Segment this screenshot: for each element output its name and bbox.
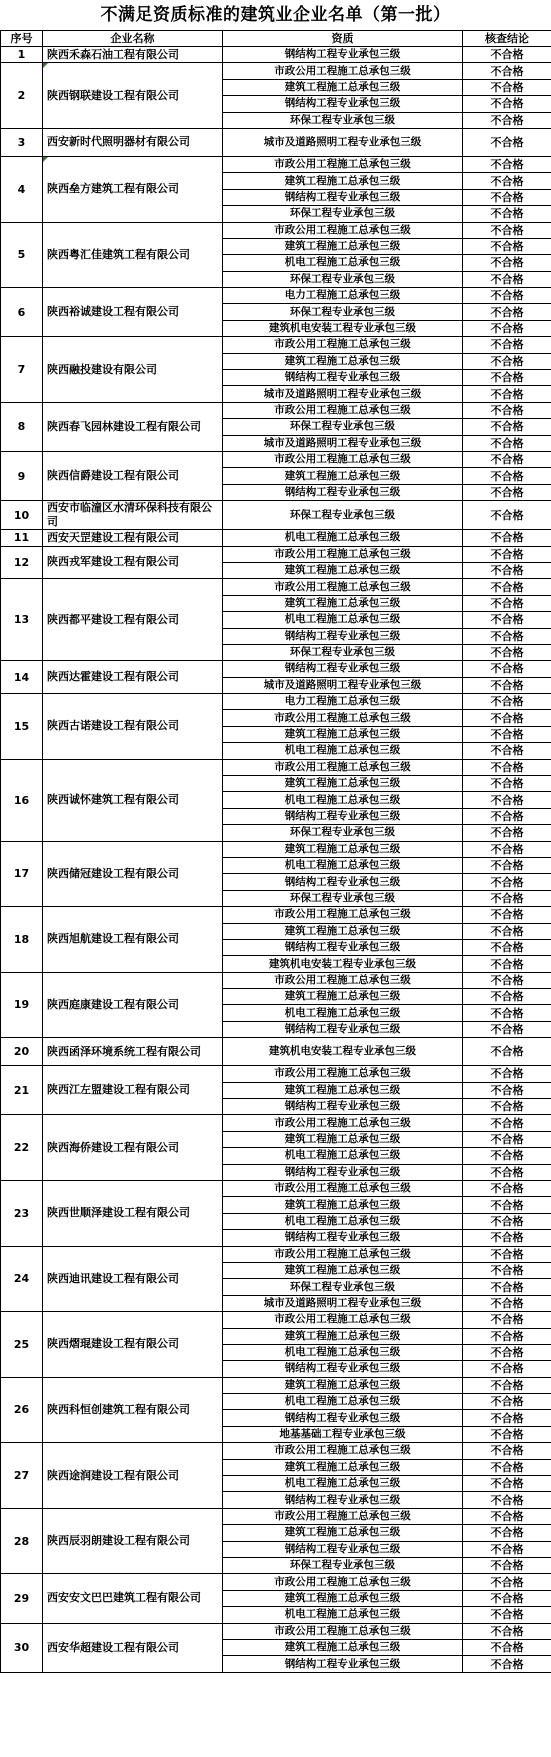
header-no: 序号 [1, 31, 43, 47]
cell-qualification: 市政公用工程施工总承包三级 [223, 1443, 463, 1459]
cell-qualification: 市政公用工程施工总承包三级 [223, 1574, 463, 1590]
cell-qualification: 钢结构工程专业承包三级 [223, 1021, 463, 1037]
cell-qualification: 建筑工程施工总承包三级 [223, 776, 463, 792]
table-body [1, 47, 551, 1673]
table-row [1, 907, 551, 923]
cell-serial-number: 15 [1, 694, 43, 760]
table-row [1, 451, 551, 467]
cell-result: 不合格 [463, 825, 551, 841]
cell-qualification: 市政公用工程施工总承包三级 [223, 907, 463, 923]
cell-result: 不合格 [463, 353, 551, 369]
cell-serial-number: 11 [1, 530, 43, 546]
cell-result: 不合格 [463, 874, 551, 890]
cell-result: 不合格 [463, 402, 551, 418]
cell-qualification: 建筑机电安装工程专业承包三级 [223, 956, 463, 972]
cell-qualification: 环保工程专业承包三级 [223, 112, 463, 128]
cell-result: 不合格 [463, 1656, 551, 1672]
table-row [1, 156, 551, 172]
cell-qualification: 机电工程施工总承包三级 [223, 1476, 463, 1492]
cell-company-name: 陕西诚怀建筑工程有限公司 [43, 759, 223, 841]
cell-result: 不合格 [463, 1525, 551, 1541]
cell-qualification: 建筑工程施工总承包三级 [223, 1131, 463, 1147]
cell-qualification: 市政公用工程施工总承包三级 [223, 156, 463, 172]
cell-result: 不合格 [463, 1197, 551, 1213]
cell-qualification: 建筑工程施工总承包三级 [223, 1590, 463, 1606]
cell-serial-number: 29 [1, 1574, 43, 1623]
cell-serial-number: 20 [1, 1038, 43, 1066]
cell-company-name: 西安安文巴巴建筑工程有限公司 [43, 1574, 223, 1623]
cell-result: 不合格 [463, 419, 551, 435]
cell-result: 不合格 [463, 1607, 551, 1623]
cell-qualification: 钢结构工程专业承包三级 [223, 939, 463, 955]
cell-serial-number: 3 [1, 128, 43, 156]
cell-qualification: 钢结构工程专业承包三级 [223, 189, 463, 205]
table-row [1, 841, 551, 857]
cell-qualification: 市政公用工程施工总承包三级 [223, 451, 463, 467]
cell-qualification: 市政公用工程施工总承包三级 [223, 1312, 463, 1328]
cell-qualification: 钢结构工程专业承包三级 [223, 661, 463, 677]
cell-result: 不合格 [463, 484, 551, 500]
cell-qualification: 市政公用工程施工总承包三级 [223, 546, 463, 562]
table-row [1, 63, 551, 79]
page-title: 不满足资质标准的建筑业企业名单（第一批） [100, 5, 451, 25]
cell-qualification: 环保工程专业承包三级 [223, 271, 463, 287]
cell-result: 不合格 [463, 1131, 551, 1147]
cell-qualification: 钢结构工程专业承包三级 [223, 484, 463, 500]
cell-serial-number: 19 [1, 972, 43, 1038]
table-row [1, 1574, 551, 1590]
cell-serial-number: 24 [1, 1246, 43, 1312]
cell-serial-number: 21 [1, 1066, 43, 1115]
cell-qualification: 机电工程施工总承包三级 [223, 1394, 463, 1410]
table-row [1, 579, 551, 595]
cell-result: 不合格 [463, 1213, 551, 1229]
cell-qualification: 机电工程施工总承包三级 [223, 1148, 463, 1164]
cell-company-name: 陕西春飞园林建设工程有限公司 [43, 402, 223, 451]
cell-qualification: 机电工程施工总承包三级 [223, 857, 463, 873]
table-row [1, 1623, 551, 1639]
cell-result: 不合格 [463, 759, 551, 775]
cell-result: 不合格 [463, 1099, 551, 1115]
cell-company-name: 陕西达霍建设工程有限公司 [43, 661, 223, 694]
cell-result: 不合格 [463, 1312, 551, 1328]
cell-result: 不合格 [463, 96, 551, 112]
cell-result: 不合格 [463, 1295, 551, 1311]
header-name: 企业名称 [43, 31, 223, 47]
cell-result: 不合格 [463, 1459, 551, 1475]
cell-qualification: 市政公用工程施工总承包三级 [223, 1066, 463, 1082]
cell-qualification: 建筑机电安装工程专业承包三级 [223, 320, 463, 336]
cell-qualification: 建筑工程施工总承包三级 [223, 1525, 463, 1541]
header-qual: 资质 [223, 31, 463, 47]
cell-qualification: 钢结构工程专业承包三级 [223, 874, 463, 890]
cell-qualification: 建筑工程施工总承包三级 [223, 1459, 463, 1475]
cell-result: 不合格 [463, 206, 551, 222]
cell-qualification: 建筑工程施工总承包三级 [223, 353, 463, 369]
cell-serial-number: 16 [1, 759, 43, 841]
cell-qualification: 建筑工程施工总承包三级 [223, 562, 463, 578]
cell-company-name: 陕西科恒创建筑工程有限公司 [43, 1377, 223, 1443]
cell-qualification: 建筑工程施工总承包三级 [223, 989, 463, 1005]
cell-result: 不合格 [463, 1639, 551, 1655]
cell-qualification: 市政公用工程施工总承包三级 [223, 759, 463, 775]
cell-qualification: 建筑工程施工总承包三级 [223, 923, 463, 939]
table-row [1, 1312, 551, 1328]
table-row [1, 759, 551, 775]
cell-result: 不合格 [463, 530, 551, 546]
cell-result: 不合格 [463, 1181, 551, 1197]
cell-result: 不合格 [463, 1590, 551, 1606]
cell-qualification: 机电工程施工总承包三级 [223, 1005, 463, 1021]
cell-company-name: 陕西信爵建设工程有限公司 [43, 451, 223, 500]
cell-result: 不合格 [463, 501, 551, 530]
cell-qualification: 钢结构工程专业承包三级 [223, 1164, 463, 1180]
cell-result: 不合格 [463, 1115, 551, 1131]
cell-result: 不合格 [463, 1038, 551, 1066]
cell-qualification: 市政公用工程施工总承包三级 [223, 579, 463, 595]
cell-qualification: 市政公用工程施工总承包三级 [223, 337, 463, 353]
cell-qualification: 建筑工程施工总承包三级 [223, 1262, 463, 1278]
cell-result: 不合格 [463, 468, 551, 484]
cell-result: 不合格 [463, 1082, 551, 1098]
cell-company-name: 陕西庭康建设工程有限公司 [43, 972, 223, 1038]
cell-result: 不合格 [463, 1394, 551, 1410]
cell-qualification: 地基基础工程专业承包三级 [223, 1426, 463, 1442]
cell-company-name: 陕西粤汇佳建筑工程有限公司 [43, 222, 223, 288]
cell-result: 不合格 [463, 1005, 551, 1021]
cell-serial-number: 9 [1, 451, 43, 500]
cell-result: 不合格 [463, 710, 551, 726]
cell-qualification: 钢结构工程专业承包三级 [223, 1361, 463, 1377]
cell-result: 不合格 [463, 1508, 551, 1524]
cell-result: 不合格 [463, 337, 551, 353]
cell-result: 不合格 [463, 808, 551, 824]
cell-company-name: 陕西禾森石油工程有限公司 [43, 47, 223, 63]
cell-qualification: 环保工程专业承包三级 [223, 644, 463, 660]
table-row [1, 1246, 551, 1262]
cell-qualification: 环保工程专业承包三级 [223, 890, 463, 906]
cell-qualification: 环保工程专业承包三级 [223, 825, 463, 841]
cell-serial-number: 28 [1, 1508, 43, 1574]
cell-qualification: 建筑工程施工总承包三级 [223, 1377, 463, 1393]
cell-qualification: 环保工程专业承包三级 [223, 1279, 463, 1295]
cell-qualification: 建筑工程施工总承包三级 [223, 726, 463, 742]
cell-company-name: 西安天罡建设工程有限公司 [43, 530, 223, 546]
cell-result: 不合格 [463, 1557, 551, 1573]
cell-serial-number: 18 [1, 907, 43, 973]
cell-qualification: 市政公用工程施工总承包三级 [223, 222, 463, 238]
cell-result: 不合格 [463, 1246, 551, 1262]
cell-company-name: 陕西裕诚建设工程有限公司 [43, 288, 223, 337]
cell-company-name: 陕西古诺建设工程有限公司 [43, 694, 223, 760]
cell-serial-number: 12 [1, 546, 43, 579]
cell-result: 不合格 [463, 857, 551, 873]
cell-result: 不合格 [463, 1164, 551, 1180]
cell-qualification: 机电工程施工总承包三级 [223, 1344, 463, 1360]
cell-result: 不合格 [463, 972, 551, 988]
cell-qualification: 环保工程专业承包三级 [223, 1557, 463, 1573]
cell-company-name: 西安华超建设工程有限公司 [43, 1623, 223, 1672]
cell-qualification: 电力工程施工总承包三级 [223, 694, 463, 710]
cell-result: 不合格 [463, 1443, 551, 1459]
cell-result: 不合格 [463, 47, 551, 63]
cell-result: 不合格 [463, 907, 551, 923]
cell-result: 不合格 [463, 386, 551, 402]
table-row [1, 1115, 551, 1131]
cell-result: 不合格 [463, 1492, 551, 1508]
cell-result: 不合格 [463, 939, 551, 955]
cell-result: 不合格 [463, 956, 551, 972]
cell-company-name: 陕西融投建设有限公司 [43, 337, 223, 403]
table-row [1, 661, 551, 677]
cell-qualification: 环保工程专业承包三级 [223, 501, 463, 530]
cell-qualification: 钢结构工程专业承包三级 [223, 1656, 463, 1672]
cell-serial-number: 10 [1, 501, 43, 530]
cell-result: 不合格 [463, 1148, 551, 1164]
cell-company-name: 陕西江左盟建设工程有限公司 [43, 1066, 223, 1115]
cell-serial-number: 4 [1, 156, 43, 222]
cell-qualification: 机电工程施工总承包三级 [223, 792, 463, 808]
header-row [1, 31, 551, 47]
cell-result: 不合格 [463, 63, 551, 79]
cell-qualification: 钢结构工程专业承包三级 [223, 96, 463, 112]
cell-result: 不合格 [463, 189, 551, 205]
cell-serial-number: 23 [1, 1181, 43, 1247]
cell-qualification: 钢结构工程专业承包三级 [223, 1230, 463, 1246]
cell-result: 不合格 [463, 841, 551, 857]
cell-qualification: 钢结构工程专业承包三级 [223, 628, 463, 644]
cell-qualification: 电力工程施工总承包三级 [223, 288, 463, 304]
cell-qualification: 市政公用工程施工总承包三级 [223, 972, 463, 988]
cell-company-name: 陕西旭航建设工程有限公司 [43, 907, 223, 973]
cell-company-name: 陕西迪讯建设工程有限公司 [43, 1246, 223, 1312]
cell-result: 不合格 [463, 776, 551, 792]
cell-qualification: 机电工程施工总承包三级 [223, 255, 463, 271]
cell-result: 不合格 [463, 1328, 551, 1344]
cell-qualification: 环保工程专业承包三级 [223, 419, 463, 435]
cell-qualification: 钢结构工程专业承包三级 [223, 1099, 463, 1115]
cell-result: 不合格 [463, 923, 551, 939]
cell-result: 不合格 [463, 1476, 551, 1492]
cell-serial-number: 22 [1, 1115, 43, 1181]
table-row [1, 972, 551, 988]
cell-qualification: 机电工程施工总承包三级 [223, 1213, 463, 1229]
cell-qualification: 机电工程施工总承包三级 [223, 743, 463, 759]
cell-result: 不合格 [463, 1541, 551, 1557]
cell-company-name: 陕西途润建设工程有限公司 [43, 1443, 223, 1509]
cell-qualification: 建筑工程施工总承包三级 [223, 595, 463, 611]
cell-result: 不合格 [463, 238, 551, 254]
table-row [1, 128, 551, 156]
cell-result: 不合格 [463, 579, 551, 595]
cell-result: 不合格 [463, 451, 551, 467]
table-row [1, 288, 551, 304]
cell-result: 不合格 [463, 989, 551, 1005]
cell-serial-number: 13 [1, 579, 43, 661]
cell-company-name: 陕西熠琨建设工程有限公司 [43, 1312, 223, 1378]
table-row [1, 1377, 551, 1393]
cell-result: 不合格 [463, 726, 551, 742]
cell-qualification: 建筑工程施工总承包三级 [223, 1082, 463, 1098]
cell-qualification: 建筑工程施工总承包三级 [223, 1639, 463, 1655]
cell-qualification: 机电工程施工总承包三级 [223, 530, 463, 546]
cell-result: 不合格 [463, 677, 551, 693]
cell-qualification: 市政公用工程施工总承包三级 [223, 1181, 463, 1197]
cell-result: 不合格 [463, 1410, 551, 1426]
cell-qualification: 环保工程专业承包三级 [223, 206, 463, 222]
cell-qualification: 市政公用工程施工总承包三级 [223, 1115, 463, 1131]
cell-result: 不合格 [463, 1344, 551, 1360]
table-row [1, 694, 551, 710]
cell-qualification: 建筑工程施工总承包三级 [223, 1197, 463, 1213]
cell-result: 不合格 [463, 890, 551, 906]
cell-result: 不合格 [463, 694, 551, 710]
table-row [1, 530, 551, 546]
table-row [1, 47, 551, 63]
cell-qualification: 市政公用工程施工总承包三级 [223, 402, 463, 418]
cell-serial-number: 17 [1, 841, 43, 907]
cell-company-name: 陕西储冠建设工程有限公司 [43, 841, 223, 907]
cell-qualification: 建筑工程施工总承包三级 [223, 238, 463, 254]
cell-result: 不合格 [463, 370, 551, 386]
cell-qualification: 钢结构工程专业承包三级 [223, 1541, 463, 1557]
cell-result: 不合格 [463, 320, 551, 336]
cell-result: 不合格 [463, 79, 551, 95]
table-row [1, 337, 551, 353]
cell-result: 不合格 [463, 1230, 551, 1246]
cell-result: 不合格 [463, 1021, 551, 1037]
cell-company-name: 陕西辰羽朗建设工程有限公司 [43, 1508, 223, 1574]
cell-company-name: 陕西函泽环境系统工程有限公司 [43, 1038, 223, 1066]
cell-result: 不合格 [463, 644, 551, 660]
cell-qualification: 建筑工程施工总承包三级 [223, 841, 463, 857]
cell-result: 不合格 [463, 288, 551, 304]
cell-qualification: 钢结构工程专业承包三级 [223, 47, 463, 63]
table-row [1, 546, 551, 562]
table-row [1, 402, 551, 418]
cell-result: 不合格 [463, 1262, 551, 1278]
cell-qualification: 市政公用工程施工总承包三级 [223, 1246, 463, 1262]
cell-company-name: 西安新时代照明器材有限公司 [43, 128, 223, 156]
cell-qualification: 钢结构工程专业承包三级 [223, 370, 463, 386]
cell-result: 不合格 [463, 1361, 551, 1377]
header-result: 核查结论 [463, 31, 551, 47]
cell-qualification: 城市及道路照明工程专业承包三级 [223, 677, 463, 693]
cell-company-name: 陕西垒方建筑工程有限公司 [43, 156, 223, 222]
cell-result: 不合格 [463, 628, 551, 644]
cell-company-name: 陕西世顺泽建设工程有限公司 [43, 1181, 223, 1247]
cell-result: 不合格 [463, 1426, 551, 1442]
cell-qualification: 建筑机电安装工程专业承包三级 [223, 1038, 463, 1066]
cell-result: 不合格 [463, 546, 551, 562]
cell-qualification: 建筑工程施工总承包三级 [223, 173, 463, 189]
cell-company-name: 陕西戎军建设工程有限公司 [43, 546, 223, 579]
cell-result: 不合格 [463, 1623, 551, 1639]
company-table [0, 30, 551, 1673]
cell-qualification: 市政公用工程施工总承包三级 [223, 1508, 463, 1524]
cell-qualification: 机电工程施工总承包三级 [223, 612, 463, 628]
cell-qualification: 建筑工程施工总承包三级 [223, 79, 463, 95]
cell-result: 不合格 [463, 435, 551, 451]
cell-qualification: 建筑工程施工总承包三级 [223, 468, 463, 484]
cell-company-name: 西安市临潼区水清环保科技有限公司 [43, 501, 223, 530]
cell-result: 不合格 [463, 173, 551, 189]
cell-company-name: 陕西都平建设工程有限公司 [43, 579, 223, 661]
cell-qualification: 城市及道路照明工程专业承包三级 [223, 128, 463, 156]
cell-result: 不合格 [463, 1066, 551, 1082]
cell-qualification: 钢结构工程专业承包三级 [223, 1410, 463, 1426]
cell-result: 不合格 [463, 1377, 551, 1393]
cell-qualification: 市政公用工程施工总承包三级 [223, 1623, 463, 1639]
cell-result: 不合格 [463, 128, 551, 156]
cell-serial-number: 8 [1, 402, 43, 451]
cell-result: 不合格 [463, 156, 551, 172]
cell-qualification: 城市及道路照明工程专业承包三级 [223, 435, 463, 451]
cell-result: 不合格 [463, 1279, 551, 1295]
cell-qualification: 钢结构工程专业承包三级 [223, 1492, 463, 1508]
table-row [1, 1038, 551, 1066]
cell-result: 不合格 [463, 1574, 551, 1590]
cell-serial-number: 25 [1, 1312, 43, 1378]
cell-serial-number: 14 [1, 661, 43, 694]
cell-result: 不合格 [463, 661, 551, 677]
cell-serial-number: 26 [1, 1377, 43, 1443]
cell-serial-number: 2 [1, 63, 43, 129]
cell-result: 不合格 [463, 271, 551, 287]
cell-qualification: 钢结构工程专业承包三级 [223, 808, 463, 824]
table-row [1, 1181, 551, 1197]
cell-result: 不合格 [463, 222, 551, 238]
table-row [1, 1508, 551, 1524]
table-row [1, 501, 551, 530]
cell-qualification: 环保工程专业承包三级 [223, 304, 463, 320]
cell-qualification: 机电工程施工总承包三级 [223, 1607, 463, 1623]
cell-result: 不合格 [463, 255, 551, 271]
cell-result: 不合格 [463, 743, 551, 759]
cell-qualification: 建筑工程施工总承包三级 [223, 1328, 463, 1344]
cell-qualification: 市政公用工程施工总承包三级 [223, 710, 463, 726]
cell-company-name: 陕西海侨建设工程有限公司 [43, 1115, 223, 1181]
cell-qualification: 城市及道路照明工程专业承包三级 [223, 1295, 463, 1311]
cell-serial-number: 30 [1, 1623, 43, 1672]
cell-result: 不合格 [463, 612, 551, 628]
table-row [1, 1066, 551, 1082]
cell-result: 不合格 [463, 595, 551, 611]
cell-result: 不合格 [463, 792, 551, 808]
cell-qualification: 市政公用工程施工总承包三级 [223, 63, 463, 79]
cell-qualification: 城市及道路照明工程专业承包三级 [223, 386, 463, 402]
cell-serial-number: 1 [1, 47, 43, 63]
cell-result: 不合格 [463, 304, 551, 320]
cell-serial-number: 27 [1, 1443, 43, 1509]
cell-company-name: 陕西钢联建设工程有限公司 [43, 63, 223, 129]
cell-result: 不合格 [463, 562, 551, 578]
cell-serial-number: 6 [1, 288, 43, 337]
table-row [1, 1443, 551, 1459]
cell-serial-number: 7 [1, 337, 43, 403]
cell-serial-number: 5 [1, 222, 43, 288]
table-row [1, 222, 551, 238]
cell-result: 不合格 [463, 112, 551, 128]
